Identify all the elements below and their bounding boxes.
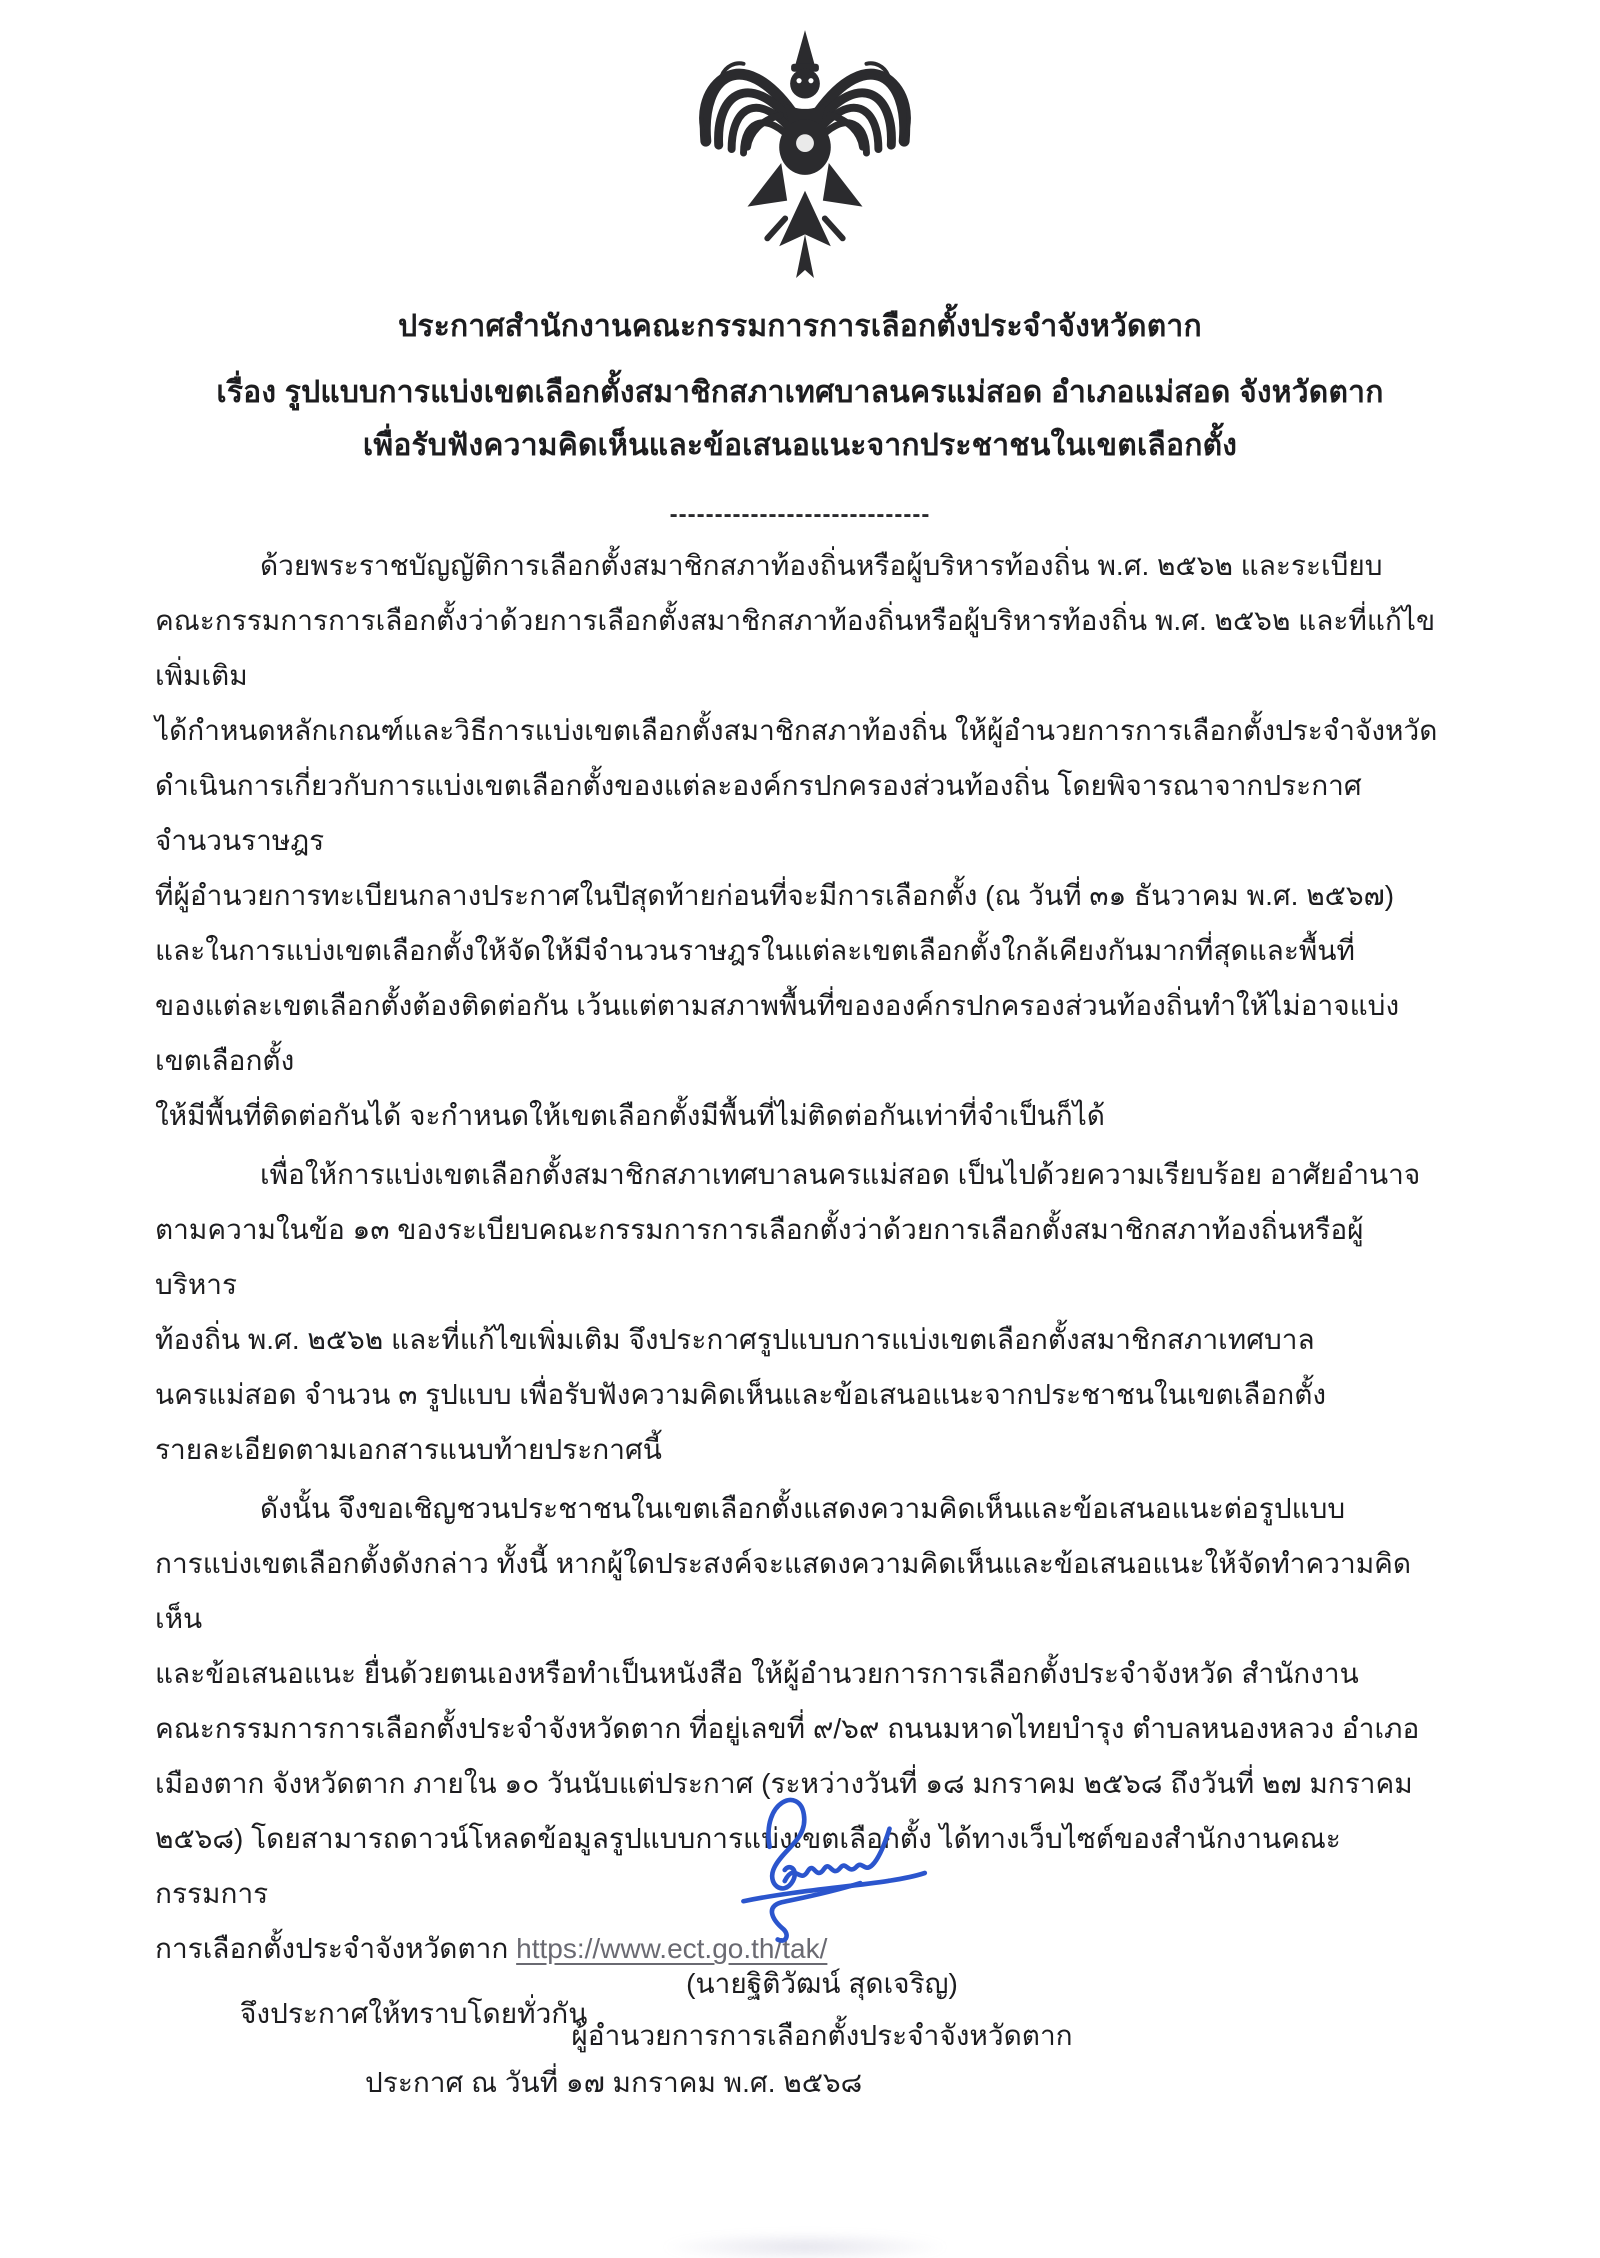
garuda-emblem-icon (686, 22, 924, 294)
paragraph-2-line: เพื่อให้การแบ่งเขตเลือกตั้งสมาชิกสภาเทศบาลนครแม่สอด เป็นไปด้วยความเรียบร้อย อาศัยอำนาจ (260, 1159, 1421, 1190)
signatory-name: (นายฐิติวัฒน์ สุดเจริญ) (686, 1968, 958, 1999)
paragraph-1-line: ให้มีพื้นที่ติดต่อกันได้ จะกำหนดให้เขตเลือกตั้งมีพื้นที่ไม่ติดต่อกันเท่าที่จำเป็นก็ได้ (155, 1100, 1105, 1131)
paragraph-2-line: รายละเอียดตามเอกสารแนบท้ายประกาศนี้ (155, 1434, 662, 1465)
paragraph-3-line: เมืองตาก จังหวัดตาก ภายใน ๑๐ วันนับแต่ประกาศ (ระหว่างวันที่ ๑๘ มกราคม ๒๕๖๘ ถึงวันที่ ๒๗ มกราคม (155, 1768, 1413, 1799)
link-line-prefix: การเลือกตั้งประจำจังหวัดตาก (155, 1933, 517, 1964)
paragraph-2-line: นครแม่สอด จำนวน ๓ รูปแบบ เพื่อรับฟังความคิดเห็นและข้อเสนอแนะจากประชาชนในเขตเลือกตั้ง (155, 1379, 1327, 1410)
paragraph-3-line: คณะกรรมการการเลือกตั้งประจำจังหวัดตาก ที่อยู่เลขที่ ๙/๖๙ ถนนมหาดไทยบำรุง ตำบลหนองหลวง อำเภอ (155, 1713, 1420, 1744)
ect-website-link[interactable]: https://www.ect.go.th/tak/ (516, 1933, 828, 1964)
announcement-title: ประกาศสำนักงานคณะกรรมการการเลือกตั้งประจำจังหวัดตาก (398, 310, 1202, 343)
dashed-separator: ----------------------------- (669, 501, 931, 528)
paragraph-1-line: ของแต่ละเขตเลือกตั้งต้องติดต่อกัน เว้นแต่ตามสภาพพื้นที่ขององค์กรปกครองส่วนท้องถิ่นทำให้ไม่อาจแบ่งเขตเลือกตั้ง (155, 990, 1400, 1076)
signatory-position: ผู้อำนวยการการเลือกตั้งประจำจังหวัดตาก (571, 2020, 1073, 2051)
subject-line-1: เรื่อง รูปแบบการแบ่งเขตเลือกตั้งสมาชิกสภาเทศบาลนครแม่สอด อำเภอแม่สอด จังหวัดตาก (216, 376, 1384, 409)
paragraph-1-line: ที่ผู้อำนวยการทะเบียนกลางประกาศในปีสุดท้ายก่อนที่จะมีการเลือกตั้ง (ณ วันที่ ๓๑ ธันวาคม พ.ศ. ๒๕๖๗) (155, 880, 1395, 911)
paragraph-1-line: คณะกรรมการการเลือกตั้งว่าด้วยการเลือกตั้งสมาชิกสภาท้องถิ่นหรือผู้บริหารท้องถิ่น พ.ศ. ๒๕๖๒ และที่แก้ไขเพิ่มเติม (155, 605, 1436, 691)
paragraph-2-line: ท้องถิ่น พ.ศ. ๒๕๖๒ และที่แก้ไขเพิ่มเติม จึงประกาศรูปแบบการแบ่งเขตเลือกตั้งสมาชิกสภาเทศบาล (155, 1324, 1315, 1355)
paragraph-3-line: ดังนั้น จึงขอเชิญชวนประชาชนในเขตเลือกตั้งแสดงความคิดเห็นและข้อเสนอแนะต่อรูปแบบ (260, 1493, 1346, 1524)
handwritten-signature (691, 1782, 953, 1964)
title-block (0, 300, 1600, 541)
announcement-date-line: ประกาศ ณ วันที่ ๑๗ มกราคม พ.ศ. ๒๕๖๘ (365, 2067, 863, 2098)
scan-artifact-smudge (660, 2232, 950, 2258)
paragraph-1-line: ด้วยพระราชบัญญัติการเลือกตั้งสมาชิกสภาท้องถิ่นหรือผู้บริหารท้องถิ่น พ.ศ. ๒๕๖๒ และระเบียบ (260, 550, 1383, 581)
paragraph-1-line: และในการแบ่งเขตเลือกตั้งให้จัดให้มีจำนวนราษฎรในแต่ละเขตเลือกตั้งใกล้เคียงกันมากที่สุดและพื้นที่ (155, 935, 1355, 966)
paragraph-3-line: การแบ่งเขตเลือกตั้งดังกล่าว ทั้งนี้ หากผู้ใดประสงค์จะแสดงความคิดเห็นและข้อเสนอแนะให้จัดทำความคิดเห็น (155, 1548, 1412, 1634)
paragraph-1-line: ได้กำหนดหลักเกณฑ์และวิธีการแบ่งเขตเลือกตั้งสมาชิกสภาท้องถิ่น ให้ผู้อำนวยการการเลือกตั้งประจำจังหวัด (155, 715, 1438, 746)
subject-line-2: เพื่อรับฟังความคิดเห็นและข้อเสนอแนะจากประชาชนในเขตเลือกตั้ง (362, 429, 1238, 462)
signature-block (522, 1782, 1122, 2062)
paragraph-3-line: และข้อเสนอแนะ ยื่นด้วยตนเองหรือทำเป็นหนังสือ ให้ผู้อำนวยการการเลือกตั้งประจำจังหวัด สำนักงาน (155, 1658, 1359, 1689)
closing-statement: จึงประกาศให้ทราบโดยทั่วกัน (240, 1998, 588, 2029)
paragraph-1-line: ดำเนินการเกี่ยวกับการแบ่งเขตเลือกตั้งของแต่ละองค์กรปกครองส่วนท้องถิ่น โดยพิจารณาจากประกาศจำนวนราษฎร (155, 770, 1362, 856)
paragraph-2-line: ตามความในข้อ ๑๓ ของระเบียบคณะกรรมการการเลือกตั้งว่าด้วยการเลือกตั้งสมาชิกสภาท้องถิ่นหรือผู้บริหาร (155, 1214, 1364, 1300)
paragraph-3-line: ๒๕๖๘) โดยสามารถดาวน์โหลดข้อมูลรูปแบบการแบ่งเขตเลือกตั้ง ได้ทางเว็บไซต์ของสำนักงานคณะกรรมการ (155, 1823, 1341, 1909)
